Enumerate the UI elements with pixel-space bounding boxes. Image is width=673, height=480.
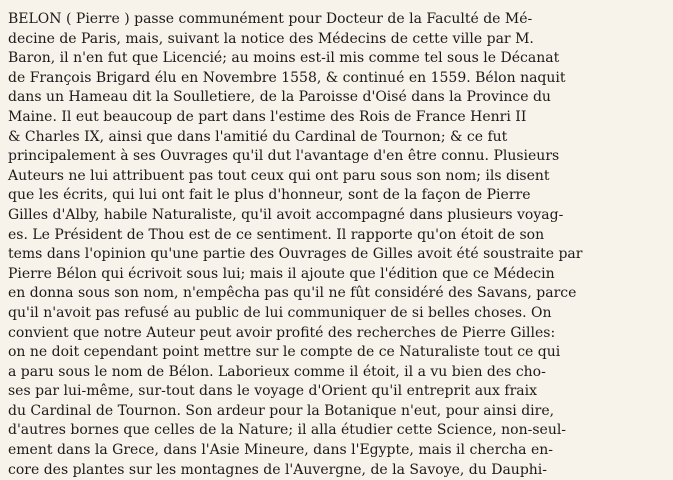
article-text (8, 10, 669, 480)
text-line: principalement à ses Ouvrages qu'il dut l'avantage d'en être connu. Plusieurs (8, 148, 560, 165)
text-line: Auteurs ne lui attribuent pas tout ceux qui ont paru sous son nom; ils disent (8, 167, 550, 184)
text-line: decine de Paris, mais, suivant la notice des Médecins de cette ville par M. (8, 30, 534, 47)
text-line: que les écrits, qui lui ont fait le plus d'honneur, sont de la façon de Pierre (8, 187, 531, 204)
text-line: es. Le Président de Thou est de ce sentiment. Il rapporte qu'on étoit de son (8, 226, 545, 243)
text-line: & Charles IX, ainsi que dans l'amitié du Cardinal de Tournon; & ce fut (8, 128, 508, 145)
text-line: Pierre Bélon qui écrivoit sous lui; mais il ajoute que l'édition que ce Médecin (8, 265, 555, 282)
text-line: de François Brigard élu en Novembre 1558, & continué en 1559. Bélon naquit (8, 69, 566, 86)
text-line: qu'il n'avoit pas refusé au public de lui communiquer de si belles choses. On (8, 304, 552, 321)
text-line: Baron, il n'en fut que Licencié; au moins est-il mis comme tel sous le Décanat (8, 50, 560, 67)
text-line: dans un Hameau dit la Soulletiere, de la Paroisse d'Oisé dans la Province du (8, 89, 551, 106)
text-line: a paru sous le nom de Bélon. Laborieux comme il étoit, il a vu bien des cho- (8, 363, 546, 380)
text-line: en donna sous son nom, n'empêcha pas qu'il ne fût considéré des Savans, parce (8, 285, 577, 302)
text-line: convient que notre Auteur peut avoir profité des recherches de Pierre Gilles: (8, 324, 556, 341)
text-line: ement dans la Grece, dans l'Asie Mineure, dans l'Egypte, mais il chercha en- (8, 442, 553, 459)
text-line: d'autres bornes que celles de la Nature; il alla étudier cette Science, non-seul- (8, 422, 567, 439)
text-line: Gilles d'Alby, habile Naturaliste, qu'il avoit accompagné dans plusieurs voyag- (8, 206, 564, 223)
text-line: Maine. Il eut beaucoup de part dans l'estime des Rois de France Henri II (8, 108, 527, 125)
text-line: core des plantes sur les montagnes de l'Auvergne, de la Savoye, du Dauphi- (8, 461, 548, 478)
text-line: ses par lui-même, sur-tout dans le voyage d'Orient qu'il entreprit aux fraix (8, 383, 537, 400)
text-line: du Cardinal de Tournon. Son ardeur pour la Botanique n'eut, pour ainsi dire, (8, 402, 555, 419)
text-line: tems dans l'opinion qu'une partie des Ouvrages de Gilles avoit été soustraite par (8, 246, 583, 263)
text-line: on ne doit cependant point mettre sur le compte de ce Naturaliste tout ce qui (8, 344, 561, 361)
text-line: BELON ( Pierre ) passe communément pour Docteur de la Faculté de Mé- (8, 11, 533, 27)
